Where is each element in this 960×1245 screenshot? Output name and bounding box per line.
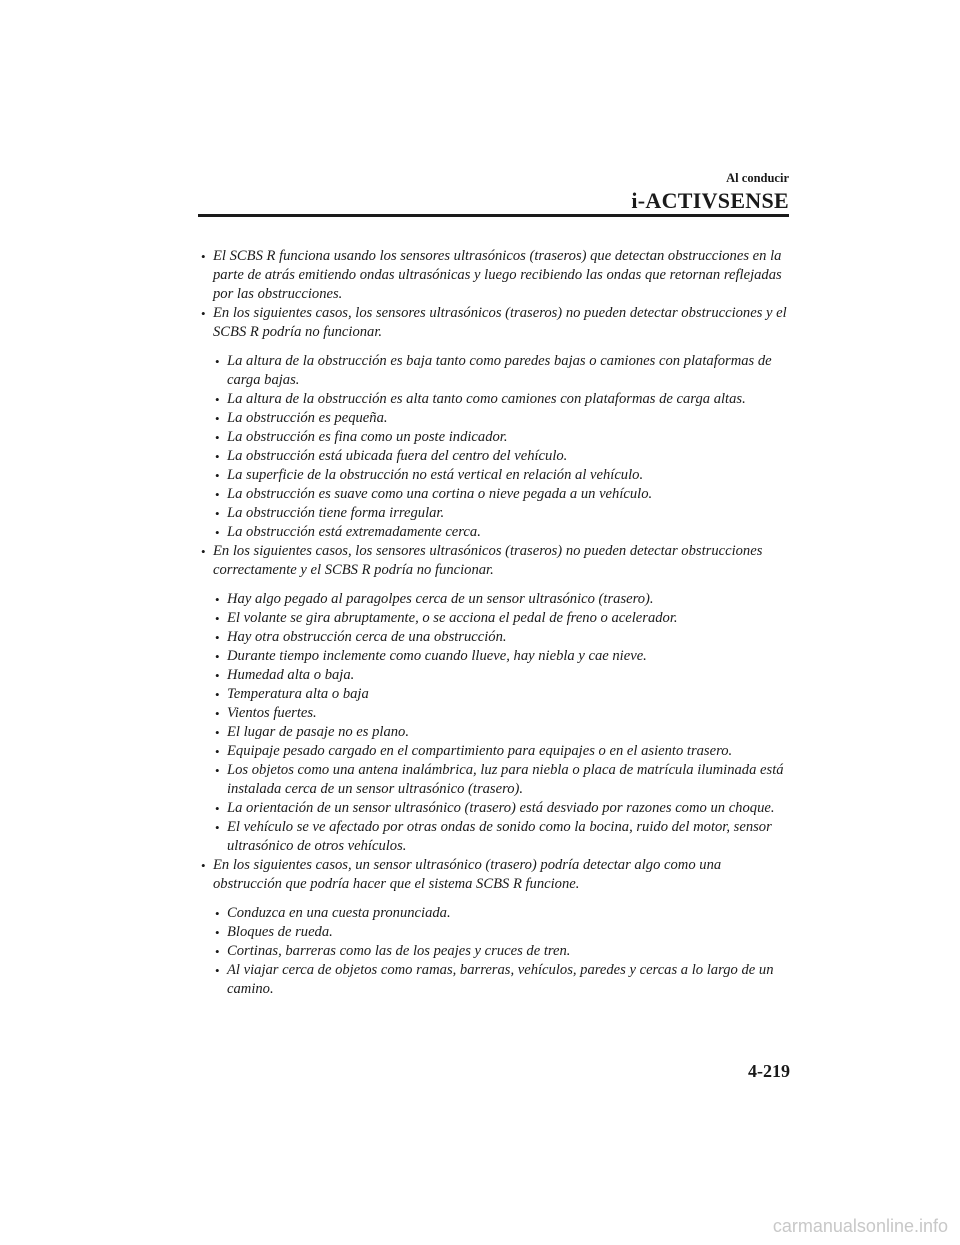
sub-list-item-text: La obstrucción está ubicada fuera del centro del vehículo. [227,448,568,464]
sub-list-item [200,704,790,723]
sub-bullet-list [200,590,790,856]
sub-list-item [200,447,790,466]
sub-list-item-text: Los objetos como una antena inalámbrica, luz para niebla o placa de matrícula iluminada está instalada cerca de un sensor ultrasónico (trasero). [227,762,784,797]
sub-list-item [200,409,790,428]
sub-list-item-text: La obstrucción tiene forma irregular. [227,505,445,521]
sub-list-item-text: Equipaje pesado cargado en el compartimiento para equipajes o en el asiento trasero. [227,743,733,759]
sub-list-item-text: La obstrucción es suave como una cortina o nieve pegada a un vehículo. [227,486,653,502]
sub-list-item [200,761,790,799]
bullet-icon: • [215,668,220,683]
bullet-icon: • [215,630,220,645]
sub-list-item-text: La altura de la obstrucción es baja tanto como paredes bajas o camiones con plataformas de carga bajas. [227,353,772,388]
sub-list-item-text: La orientación de un sensor ultrasónico (trasero) está desviado por razones como un choque. [227,800,775,816]
sub-list-item-text: La obstrucción es fina como un poste indicador. [227,429,508,445]
list-item-text: En los siguientes casos, un sensor ultrasónico (trasero) podría detectar algo como una obstrucción que podría hacer que el sistema SCBS R funcione. [213,857,722,892]
sub-list-item [200,590,790,609]
sub-list-item-text: Durante tiempo inclemente como cuando llueve, hay niebla y cae nieve. [227,648,647,664]
sub-list-item [200,818,790,856]
sub-list-item [200,742,790,761]
sub-list-item-text: La obstrucción es pequeña. [227,410,388,426]
sub-list-item-text: El volante se gira abruptamente, o se acciona el pedal de freno o acelerador. [227,610,678,626]
bullet-icon: • [201,306,206,321]
bullet-icon: • [215,763,220,778]
sub-list-item [200,466,790,485]
sub-list-item [200,628,790,647]
sub-list-item [200,923,790,942]
sub-list-item-text: Bloques de rueda. [227,924,333,940]
watermark-text: carmanualsonline.info [772,1216,948,1236]
sub-list-item-text: Al viajar cerca de objetos como ramas, barreras, vehículos, paredes y cercas a lo largo de un camino. [227,962,774,997]
sub-list-item [200,904,790,923]
sub-list-item [200,961,790,999]
sub-list-item-text: La superficie de la obstrucción no está vertical en relación al vehículo. [227,467,644,483]
sub-list-item [200,647,790,666]
sub-list-item [200,390,790,409]
nested-list-container [200,904,790,999]
bullet-icon: • [215,354,220,369]
sub-list-item-text: Hay otra obstrucción cerca de una obstrucción. [227,629,507,645]
sub-list-item [200,799,790,818]
list-item-text: El SCBS R funciona usando los sensores ultrasónicos (traseros) que detectan obstrucciones en la parte de atrás emitiendo ondas ultrasónicas y luego recibiendo las ondas que retornan reflejadas por las obstrucciones. [213,248,782,302]
bullet-icon: • [215,592,220,607]
sub-list-item-text: Hay algo pegado al paragolpes cerca de un sensor ultrasónico (trasero). [227,591,654,607]
bullet-icon: • [215,525,220,540]
sub-list-item-text: La altura de la obstrucción es alta tanto como camiones con plataformas de carga altas. [227,391,746,407]
sub-list-item-text: Temperatura alta o baja [227,686,369,702]
main-bullet-list [200,247,790,999]
bullet-icon: • [215,411,220,426]
sub-list-item-text: La obstrucción está extremadamente cerca. [227,524,481,540]
bullet-icon: • [215,820,220,835]
bullet-icon: • [215,963,220,978]
sub-bullet-list [200,904,790,999]
bullet-icon: • [215,649,220,664]
sub-list-item-text: Conduzca en una cuesta pronunciada. [227,905,451,921]
bullet-icon: • [215,944,220,959]
bullet-icon: • [215,392,220,407]
bullet-icon: • [215,725,220,740]
sub-list-item-text: El lugar de pasaje no es plano. [227,724,410,740]
bullet-icon: • [201,544,206,559]
sub-list-item [200,685,790,704]
bullet-icon: • [215,449,220,464]
bullet-icon: • [215,506,220,521]
sub-list-item-text: Humedad alta o baja. [227,667,355,683]
bullet-icon: • [201,858,206,873]
bullet-icon: • [215,744,220,759]
sub-list-item [200,723,790,742]
page-content [200,247,790,999]
bullet-icon: • [215,687,220,702]
bullet-icon: • [215,801,220,816]
sub-list-item [200,609,790,628]
page-header [198,170,789,214]
header-divider [198,214,789,217]
list-item [200,304,790,342]
chapter-title: i-ACTIVSENSE [631,188,789,213]
bullet-icon: • [215,468,220,483]
list-item [200,247,790,304]
nested-list-container [200,352,790,542]
sub-list-item-text: El vehículo se ve afectado por otras ondas de sonido como la bocina, ruido del motor, sensor ultrasónico de otros vehículos. [227,819,772,854]
sub-list-item [200,504,790,523]
page-number: 4-219 [748,1061,790,1081]
bullet-icon: • [215,925,220,940]
sub-list-item [200,666,790,685]
bullet-icon: • [215,487,220,502]
nested-list-container [200,590,790,856]
list-item [200,542,790,580]
bullet-icon: • [215,611,220,626]
section-label: Al conducir [726,171,789,185]
bullet-icon: • [215,906,220,921]
sub-list-item [200,523,790,542]
sub-list-item [200,352,790,390]
bullet-icon: • [215,430,220,445]
list-item-text: En los siguientes casos, los sensores ultrasónicos (traseros) no pueden detectar obstrucciones correctamente y el SCBS R podría no funcionar. [213,543,763,578]
sub-list-item-text: Vientos fuertes. [227,705,317,721]
bullet-icon: • [215,706,220,721]
bullet-icon: • [201,249,206,264]
list-item [200,856,790,894]
sub-list-item [200,942,790,961]
sub-list-item [200,485,790,504]
sub-bullet-list [200,352,790,542]
list-item-text: En los siguientes casos, los sensores ultrasónicos (traseros) no pueden detectar obstrucciones y el SCBS R podría no funcionar. [213,305,787,340]
sub-list-item-text: Cortinas, barreras como las de los peajes y cruces de tren. [227,943,571,959]
sub-list-item [200,428,790,447]
